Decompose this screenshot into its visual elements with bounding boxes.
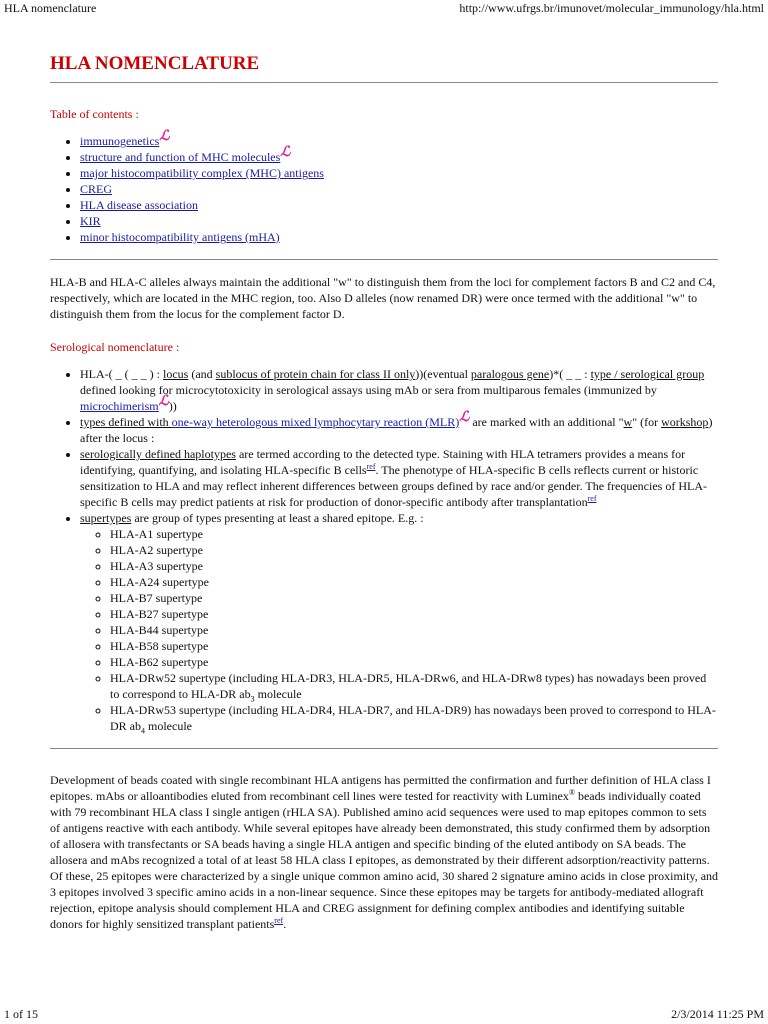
list-item: ◦ HLA-B7 supertype [110,590,718,606]
heading-divider [50,82,718,83]
toc-link[interactable]: KIR [80,214,101,228]
supertype-list [80,526,718,734]
development-paragraph: Development of beads coated with single recombinant HLA antigens has permitted the confirmation and further definition of HLA class I epitopes. mAbs or alloantibodies eluted from recombinant cell lines were tested for reactivity with Luminex® beads individually coated with 79 recombinant HLA class I single antigen (rHLA SA). Published amino acid sequences were used to map epitopes common to sets of antigens reactive with each antibody. While several epitopes have already been demonstrated, this study confirmed them by adsorption of allosera with transfectants or SA beads having a single HLA antigen and specific binding of the eluted antibody on SA beads. The allosera and mAbs recognized a total of at least 58 HLA class I epitopes, as demonstrated by their different adsorption/reactivity patterns. Of these, 25 epitopes were characterized by a single unique common amino acid, 30 shared 2 signature amino acids in close proximity, and 3 epitopes involved 3 specific amino acids in a non-linear sequence. Since these epitopes may be targets for antibody-mediated allograft rejection, epitope analysis should complement HLA and CREG assignment for defining complex antibodies and identifying suitable donors for highly sensitized transplant patients$^{ref}$. [50,773,719,931]
browser-print-header [0,0,768,18]
section-divider [50,748,718,749]
sublocus-term[interactable]: sublocus of protein chain for class II only [215,367,416,381]
print-timestamp: 2/3/2014 11:25 PM [671,1007,764,1021]
ref-link[interactable]: ref [366,462,376,471]
serological-bullet-mlr: • types defined with one-way heterologous mixed lymphocytary reaction (MLR)$^ℒ$ are marked with an additional "w" (for workshop) after the locus : [80,414,718,446]
toc-link[interactable]: minor histocompatibility antigens (mHA) [80,230,280,244]
toc-link[interactable]: immunogenetics [80,134,160,148]
paralogous-gene-term[interactable]: paralogous gene [470,367,550,381]
toc-label: Table of contents : [50,107,139,121]
microchimerism-link[interactable]: microchimerism [80,399,159,413]
toc-list [50,129,718,245]
serological-bullet-haplotypes: • serologically defined haplotypes are termed according to the detected type. Staining with HLA tetramers provides a means for identifying, quantifying, and isolating HLA-specific B cells$^{ref}$. The phenotype of HLA-specific B cells reflects current or historic sensitization to HLA and may reflect inherent differences between groups defined by race and/or gender. The frequencies of HLA-specific B cells may predict patients at risk for production of donor-specific antibody after transplantation$^{ref}$ [80,446,718,510]
list-item: ◦ HLA-A2 supertype [110,542,718,558]
list-item: ◦ HLA-A1 supertype [110,526,718,542]
page-title-header: HLA nomenclature [4,1,97,15]
list-item: ◦ HLA-A24 supertype [110,574,718,590]
list-item: ◦ HLA-B62 supertype [110,654,718,670]
page-count: 1 of 15 [4,1007,38,1021]
supertypes-term[interactable]: supertypes [80,511,132,525]
external-link-icon[interactable]: ℒ [280,145,291,160]
intro-paragraph: HLA-B and HLA-C alleles always maintain the additional "w" to distinguish them from the loci for complement factors B and C2 and C4, respectively, which are located in the MHC region, too. Also D alleles (now renamed DR) were once termed with the additional "w" to distinguish them from the locus for the complement factor D. [50,275,716,321]
section-divider [50,259,718,260]
main-content [50,52,718,932]
list-item-drw53: ◦ HLA-DRw53 supertype (including HLA-DR4, HLA-DR7, and HLA-DR9) has nowadays been proved to correspond to HLA-DR $ab_4$ molecule [110,702,718,734]
toc-link[interactable]: major histocompatibility complex (MHC) antigens [80,166,324,180]
toc-link[interactable]: HLA disease association [80,198,198,212]
toc-link[interactable]: structure and function of MHC molecules [80,150,281,164]
haplotypes-term[interactable]: serologically defined haplotypes [80,447,236,461]
toc-item-mha [80,229,718,245]
list-item: ◦ HLA-B44 supertype [110,622,718,638]
page-url: http://www.ufrgs.br/imunovet/molecular_immunology/hla.html [459,1,764,15]
page-heading: HLA NOMENCLATURE [50,53,260,74]
toc-item-immunogenetics [80,129,718,149]
serological-bullet-format: • HLA-( _ ( _ _ ) : locus (and sublocus of protein chain for class II only))(eventual paralogous gene)*( _ _ : type / serological group defined looking for microcytotoxicity in serological assays using mAb or sera from multiparous females (immunized by microchimerism$^ℒ$)) [80,366,718,414]
serological-label: Serological nomenclature : [50,340,180,354]
mlr-link[interactable]: one-way heterologous mixed lymphocytary reaction (MLR) [171,415,460,429]
serological-bullet-supertypes: • supertypes are group of types presenting at least a shared epitope. E.g. : ◦ HLA-A1 supertype ◦ HLA-A2 supertype ◦ HLA-A3 supertype ◦ HLA-A24 supertype ◦ HLA-B7 supertype ◦ HLA-B27 supertype ◦ HLA-B44 supertype ◦ HLA-B58 supertype ◦ HLA-B62 supertype ◦ HLA-DRw52 supertype (including HLA-DR3, HLA-DR5, HLA-DRw6, and HLA-DRw8 types) has nowadays been proved to correspond to HLA-DR $ab_3$ molecule ◦ HLA-DRw53 supertype (including HLA-DR4, HLA-DR7, and HLA-DR9) has nowadays been proved to correspond to HLA-DR $ab_4$ molecule [80,510,718,734]
browser-print-footer [0,1006,768,1024]
serological-list [50,366,718,734]
toc-link[interactable]: CREG [80,182,113,196]
list-item-drw52: ◦ HLA-DRw52 supertype (including HLA-DR3, HLA-DR5, HLA-DRw6, and HLA-DRw8 types) has nowadays been proved to correspond to HLA-DR $ab_3$ molecule [110,670,718,702]
locus-term[interactable]: locus [162,367,189,381]
workshop-term[interactable]: workshop [661,415,709,429]
type-serological-group-term[interactable]: type / serological group [590,367,705,381]
external-link-icon[interactable]: ℒ [159,129,170,144]
w-term[interactable]: w [623,415,633,429]
toc-item-kir [80,213,718,229]
list-item: ◦ HLA-B27 supertype [110,606,718,622]
ref-link[interactable]: ref [587,494,597,503]
toc-item-hla-disease [80,197,718,213]
toc-item-creg [80,181,718,197]
toc-item-mhc-molecules [80,145,718,165]
list-item: ◦ HLA-B58 supertype [110,638,718,654]
list-item: ◦ HLA-A3 supertype [110,558,718,574]
ref-link[interactable]: ref [274,916,284,925]
external-link-icon[interactable]: ℒ [158,394,169,409]
toc-item-mhc-antigens [80,165,718,181]
external-link-icon[interactable]: ℒ [459,410,470,425]
